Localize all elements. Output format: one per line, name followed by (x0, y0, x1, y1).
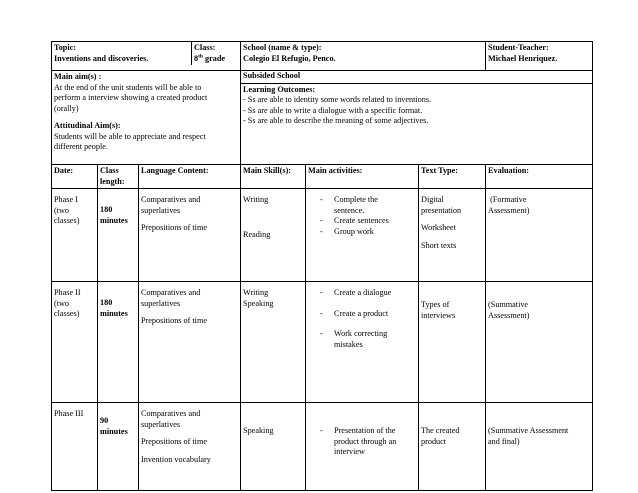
phase-text-type-cell: The created product (419, 403, 486, 491)
phase-skills-cell: Speaking (241, 403, 306, 491)
school-label: School (name & type): (243, 43, 322, 52)
topic-value: Inventions and discoveries. (54, 53, 149, 63)
topic-class-cell (52, 42, 241, 71)
activity-item: - Create a product (308, 309, 416, 320)
phase-content-cell: Comparatives and superlatives Prepositions of time Invention vocabulary (139, 403, 241, 491)
attitudinal-aim-line: Students will be able to appreciate and respect (54, 131, 206, 141)
col-main-skills: Main Skill(s): (241, 165, 306, 189)
col-text-type: Text Type: (419, 165, 486, 189)
topic-label: Topic: (54, 43, 76, 52)
col-main-activities: Main activities: (306, 165, 419, 189)
col-evaluation: Evaluation: (486, 165, 593, 189)
school-name: Colegio El Refugio, Penco. (243, 53, 336, 63)
phase-text-type-cell: Types of interviews (419, 282, 486, 403)
aims-row (52, 71, 593, 165)
phase-row (52, 189, 593, 282)
phase-activities-cell (306, 403, 419, 491)
phase-row (52, 282, 593, 403)
main-aim-line: At the end of the unit students will be able to (54, 82, 202, 92)
phase-evaluation-cell: (Formative Assessment) (486, 189, 593, 282)
phase-length-cell: 90 minutes (98, 403, 139, 491)
phase-skills-cell: Writing Reading (241, 189, 306, 282)
phase-length-cell: 180 minutes (98, 189, 139, 282)
activity-item: - Presentation of the product through an interview (308, 426, 416, 458)
teacher-cell (486, 42, 593, 71)
outcome-item: - Ss are able to describe the meaning of some adjectives. (243, 116, 429, 125)
class-cell (192, 42, 240, 65)
activity-item: - Create sentences (308, 216, 416, 227)
topic-cell (52, 42, 192, 65)
main-aim-line: (orally) (54, 103, 79, 113)
attitudinal-aim-line: different people. (54, 142, 108, 151)
phase-row (52, 403, 593, 491)
phase-content-cell: Comparatives and superlatives Prepositions of time (139, 189, 241, 282)
col-date: Date: (52, 165, 98, 189)
column-header-row (52, 165, 593, 189)
teacher-name: Michael Henriquez. (488, 53, 558, 63)
aims-cell (52, 71, 241, 165)
phase-evaluation-cell: (Summative Assessment and final) (486, 403, 593, 491)
activity-item: - Group work (308, 227, 416, 238)
school-cell (241, 42, 486, 71)
phase-date-cell: Phase I (two classes) (52, 189, 98, 282)
phase-evaluation-cell: (Summative Assessment) (486, 282, 593, 403)
phase-content-cell: Comparatives and superlatives Prepositions of time (139, 282, 241, 403)
phase-skills-cell: Writing Speaking (241, 282, 306, 403)
activity-item: - Create a dialogue (308, 288, 416, 299)
class-label: Class: (194, 43, 216, 52)
lesson-plan-table (51, 41, 593, 491)
phase-date-cell: Phase II (two classes) (52, 282, 98, 403)
phase-activities-cell (306, 282, 419, 403)
activity-item: - Work correcting mistakes (308, 329, 416, 350)
school-type-subcell (241, 71, 592, 84)
school-type: Subsided School (243, 71, 301, 80)
col-language-content: Language Content: (139, 165, 241, 189)
header-row (52, 42, 593, 71)
class-value: 8th grade (194, 52, 226, 63)
outcome-item: - Ss are able to write a dialogue with a specific format. (243, 105, 423, 115)
activity-item: - Complete the sentence. (308, 195, 416, 216)
main-aim-line: perform a interview showing a created product (54, 93, 208, 102)
outcomes-label: Learning Outcomes: (243, 84, 316, 94)
outcomes-cell (241, 71, 593, 165)
phase-activities-cell (306, 189, 419, 282)
teacher-label: Student-Teacher: (488, 43, 549, 52)
main-aim-label: Main aim(s) : (54, 72, 102, 81)
phase-date-cell: Phase III (52, 403, 98, 491)
attitudinal-aim-label: Attitudinal Aim(s): (54, 121, 121, 130)
phase-length-cell: 180 minutes (98, 282, 139, 403)
outcome-item: - Ss are able to identity some words related to inventions. (243, 95, 432, 104)
col-class-length: Class length: (98, 165, 139, 189)
phase-text-type-cell: Digital presentation Worksheet Short texts (419, 189, 486, 282)
